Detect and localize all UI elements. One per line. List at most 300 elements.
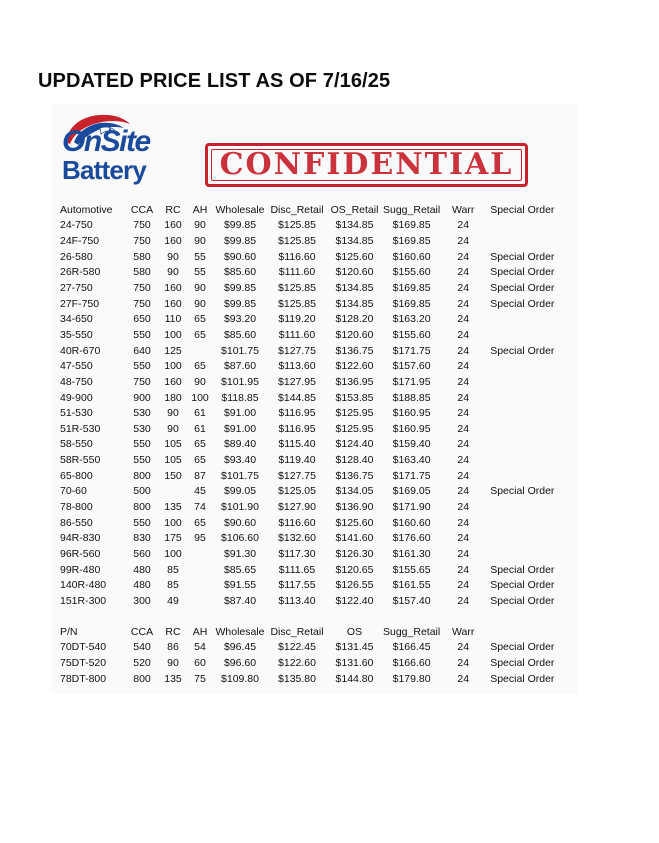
table-cell: 65-800	[60, 469, 93, 482]
table-cell: 34-650	[60, 313, 93, 326]
table-cell: $160.60	[392, 250, 431, 263]
confidential-stamp-text: CONFIDENTIAL	[219, 147, 514, 182]
table-cell: 86-550	[60, 516, 93, 529]
table-cell: 750	[133, 219, 151, 232]
table-cell: $101.95	[221, 375, 259, 388]
table-cell: $169.05	[392, 485, 431, 498]
table-cell: $134.05	[335, 485, 374, 498]
table-cell	[486, 374, 560, 390]
table-cell: $111.60	[278, 266, 316, 279]
table-cell	[486, 499, 560, 515]
table-cell: $134.85	[335, 297, 374, 310]
table-cell: 830	[133, 532, 151, 545]
table-cell: Special Order	[490, 485, 555, 498]
table-cell: 160	[164, 297, 182, 310]
table-cell	[188, 593, 212, 609]
table-cell: 55	[194, 266, 206, 279]
table-cell: $122.60	[335, 360, 374, 373]
table-cell: 90	[194, 219, 206, 232]
automotive-price-table	[60, 202, 560, 609]
table-cell: 26R-580	[60, 266, 101, 279]
table-cell: 650	[133, 313, 151, 326]
table-cell: $171.90	[392, 500, 431, 513]
table-cell: $160.95	[392, 422, 431, 435]
table-cell: $116.95	[278, 407, 316, 420]
table-row	[60, 437, 560, 453]
table-row	[60, 311, 560, 327]
table-cell: 78-800	[60, 500, 93, 513]
table-cell: 90	[194, 375, 206, 388]
table-cell: $159.40	[392, 438, 431, 451]
table-row	[60, 640, 560, 656]
table-row	[60, 671, 560, 687]
column-header: Automotive	[60, 203, 113, 216]
table-cell: Special Order	[490, 297, 555, 310]
table-cell: $120.60	[335, 266, 374, 279]
table-cell: 550	[133, 360, 151, 373]
table-cell: 24	[457, 360, 470, 373]
table-cell: $125.85	[278, 297, 316, 310]
table-cell: $155.65	[392, 563, 431, 576]
table-cell: $93.20	[223, 313, 257, 326]
column-header: AH	[192, 203, 208, 216]
table-cell: $161.30	[392, 547, 431, 560]
table-cell: 75	[194, 672, 206, 685]
table-cell: 800	[133, 500, 151, 513]
table-cell: $125.85	[278, 235, 316, 248]
table-cell: $153.85	[335, 391, 374, 404]
table-cell: 900	[133, 391, 151, 404]
table-cell	[486, 452, 560, 468]
table-cell: $124.40	[335, 438, 374, 451]
table-cell: 70-60	[60, 485, 87, 498]
table-cell: 26-580	[60, 250, 93, 263]
table-cell: 24F-750	[60, 235, 100, 248]
table-cell: $136.75	[335, 344, 374, 357]
table-cell: $132.60	[278, 532, 316, 545]
table-cell: 750	[133, 235, 151, 248]
table-cell: 550	[133, 438, 151, 451]
table-cell: $109.80	[221, 672, 259, 685]
column-header	[486, 624, 560, 640]
table-cell: 105	[164, 454, 182, 467]
table-cell: 800	[133, 672, 151, 685]
table-cell: $127.90	[278, 500, 316, 513]
table-cell: Special Order	[490, 657, 555, 670]
table-cell: 24	[457, 469, 470, 482]
table-cell: 135	[164, 500, 182, 513]
column-header: Disc_Retail	[270, 625, 324, 638]
table-cell: $128.40	[335, 454, 374, 467]
table-cell: $120.65	[335, 563, 374, 576]
table-cell: $157.40	[392, 594, 431, 607]
table-row	[60, 390, 560, 406]
table-cell: $144.80	[335, 672, 374, 685]
column-header: Disc_Retail	[270, 203, 324, 216]
table-cell: 24	[457, 594, 470, 607]
table-cell: 550	[133, 454, 151, 467]
table-cell: 94R-830	[60, 532, 101, 545]
table-cell: $91.30	[223, 547, 257, 560]
table-cell: $125.95	[335, 422, 374, 435]
table-cell: 550	[133, 328, 151, 341]
table-cell: 24	[457, 641, 470, 654]
table-row	[60, 296, 560, 312]
table-cell: $120.60	[335, 328, 374, 341]
table-cell: $116.95	[278, 422, 316, 435]
column-header: Warr	[452, 625, 475, 638]
table-cell: $125.85	[278, 219, 316, 232]
table-row	[60, 546, 560, 562]
table-cell	[486, 311, 560, 327]
column-header: RC	[165, 625, 181, 638]
table-cell: 99R-480	[60, 563, 101, 576]
table-cell: 85	[167, 563, 179, 576]
table-cell: 90	[167, 407, 179, 420]
column-header: Wholesale	[215, 625, 265, 638]
table-cell: 49-900	[60, 391, 93, 404]
table-cell: 640	[133, 344, 151, 357]
table-cell: 24	[457, 579, 470, 592]
table-cell: 47-550	[60, 360, 93, 373]
logo-wordmark-onsite: OnSite	[62, 125, 150, 158]
table-cell: $136.95	[335, 375, 374, 388]
column-header: CCA	[130, 203, 154, 216]
table-cell: 61	[194, 407, 206, 420]
table-cell: $96.45	[223, 641, 257, 654]
table-cell: $89.40	[223, 438, 257, 451]
table-cell: $128.20	[335, 313, 374, 326]
table-cell: $131.60	[335, 657, 374, 670]
table-cell: $166.45	[392, 641, 431, 654]
table-cell: 160	[164, 219, 182, 232]
table-cell: 175	[164, 532, 182, 545]
table-cell: $188.85	[392, 391, 431, 404]
table-cell: 55	[194, 250, 206, 263]
table-cell: 24	[457, 297, 470, 310]
table-cell: Special Order	[490, 579, 555, 592]
confidential-stamp	[205, 143, 528, 187]
table-cell: 100	[164, 360, 182, 373]
table-cell	[486, 405, 560, 421]
table-cell: 24	[457, 532, 470, 545]
table-cell: $161.55	[392, 579, 431, 592]
table-cell: 160	[164, 375, 182, 388]
table-row	[60, 233, 560, 249]
table-cell: 65	[194, 516, 206, 529]
table-cell: $163.40	[392, 454, 431, 467]
column-header: AH	[192, 625, 208, 638]
table-cell: 54	[194, 641, 206, 654]
table-cell	[188, 546, 212, 562]
table-cell	[486, 218, 560, 234]
table-cell: 480	[133, 563, 151, 576]
table-cell: $101.75	[221, 469, 259, 482]
table-cell: 65	[194, 360, 206, 373]
column-header: Sugg_Retail	[383, 625, 441, 638]
table-cell: $125.95	[335, 407, 374, 420]
page-title: UPDATED PRICE LIST AS OF 7/16/25	[38, 70, 391, 92]
table-cell: 580	[133, 250, 151, 263]
table-cell: $135.80	[278, 672, 316, 685]
table-cell: 24	[457, 454, 470, 467]
table-cell: $169.85	[392, 282, 431, 295]
table-cell: $87.60	[223, 360, 257, 373]
table-cell: 24	[457, 328, 470, 341]
table-cell: $122.40	[335, 594, 374, 607]
table-cell: 24	[457, 375, 470, 388]
table-cell: $111.65	[278, 563, 316, 576]
table-cell: 480	[133, 579, 151, 592]
table-cell: $87.40	[223, 594, 257, 607]
table-cell: Special Order	[490, 282, 555, 295]
table-cell: $169.85	[392, 235, 431, 248]
table-cell: 61	[194, 422, 206, 435]
table-cell	[486, 390, 560, 406]
table-cell: $101.90	[221, 500, 259, 513]
table-cell: $111.60	[278, 328, 316, 341]
table-row	[60, 374, 560, 390]
table-cell: 100	[164, 516, 182, 529]
table-cell: $106.60	[221, 532, 259, 545]
table-row	[60, 249, 560, 265]
table-cell: $126.55	[335, 579, 374, 592]
table-cell: $91.55	[223, 579, 257, 592]
column-header: OS	[346, 625, 363, 638]
table-cell: 78DT-800	[60, 672, 107, 685]
table-cell: $122.45	[278, 641, 316, 654]
table-cell: 95	[194, 532, 206, 545]
table-cell: $85.60	[223, 328, 257, 341]
table-cell: $155.60	[392, 328, 431, 341]
column-header: Special Order	[490, 203, 555, 216]
table-cell: $115.40	[278, 438, 316, 451]
table-cell: Special Order	[490, 594, 555, 607]
table-cell: 51-530	[60, 407, 93, 420]
table-cell: 24	[457, 500, 470, 513]
table-cell: $125.60	[335, 516, 374, 529]
table-cell: 800	[133, 469, 151, 482]
table-cell: 90	[167, 657, 179, 670]
table-cell: $166.60	[392, 657, 431, 670]
column-header: Sugg_Retail	[383, 203, 441, 216]
table-cell: 135	[164, 672, 182, 685]
table-row	[60, 577, 560, 593]
table-row	[60, 265, 560, 281]
table-cell: $119.40	[278, 454, 316, 467]
column-header: P/N	[60, 625, 78, 638]
table-cell: $99.85	[223, 282, 257, 295]
table-row	[60, 530, 560, 546]
table-cell: 90	[167, 266, 179, 279]
onsite-battery-logo	[60, 112, 180, 186]
table-cell: 96R-560	[60, 547, 101, 560]
table-cell: 24	[457, 219, 470, 232]
table-row	[60, 327, 560, 343]
table-cell: 58R-550	[60, 454, 101, 467]
column-header: CCA	[130, 625, 154, 638]
table-cell: 65	[194, 328, 206, 341]
table-cell: 580	[133, 266, 151, 279]
table-cell: $93.40	[223, 454, 257, 467]
table-cell: $85.60	[223, 266, 257, 279]
table-cell: Special Order	[490, 266, 555, 279]
table-cell: 86	[167, 641, 179, 654]
table-cell: 49	[167, 594, 179, 607]
table-cell: $160.60	[392, 516, 431, 529]
table-cell	[188, 562, 212, 578]
deep-cycle-price-table	[60, 624, 560, 687]
table-cell: 125	[164, 344, 182, 357]
table-cell: 45	[194, 485, 206, 498]
table-cell: 90	[167, 250, 179, 263]
table-cell: 560	[133, 547, 151, 560]
table-header-row	[60, 202, 560, 218]
table-row	[60, 593, 560, 609]
table-header-row	[60, 624, 560, 640]
table-row	[60, 562, 560, 578]
table-cell: $179.80	[392, 672, 431, 685]
table-cell	[158, 484, 188, 500]
table-cell: $90.60	[223, 250, 257, 263]
table-cell: $176.60	[392, 532, 431, 545]
table-cell: 74	[194, 500, 206, 513]
table-cell: $117.55	[278, 579, 316, 592]
table-cell: 27F-750	[60, 297, 100, 310]
table-cell: 27-750	[60, 282, 93, 295]
table-cell: 87	[194, 469, 206, 482]
table-row	[60, 452, 560, 468]
logo-wordmark-battery: Battery	[62, 155, 146, 185]
table-cell: 70DT-540	[60, 641, 107, 654]
table-cell: 60	[194, 657, 206, 670]
table-cell: $99.85	[223, 297, 257, 310]
table-cell: 65	[194, 313, 206, 326]
table-cell: $144.85	[278, 391, 316, 404]
column-header: Warr	[452, 203, 475, 216]
table-cell: $134.85	[335, 235, 374, 248]
table-cell: $90.60	[223, 516, 257, 529]
table-cell: 750	[133, 297, 151, 310]
table-cell: 24	[457, 672, 470, 685]
table-cell: 750	[133, 282, 151, 295]
table-cell: Special Order	[490, 672, 555, 685]
table-cell: $171.75	[392, 344, 431, 357]
table-cell: $136.75	[335, 469, 374, 482]
column-header: OS_Retail	[330, 203, 379, 216]
table-cell: 100	[164, 547, 182, 560]
table-cell	[486, 437, 560, 453]
table-cell: 35-550	[60, 328, 93, 341]
table-cell: 530	[133, 407, 151, 420]
table-cell: $134.85	[335, 282, 374, 295]
table-cell: $125.85	[278, 282, 316, 295]
table-cell: 58-550	[60, 438, 93, 451]
table-cell: $113.40	[278, 594, 316, 607]
table-cell: $126.30	[335, 547, 374, 560]
table-cell: $96.60	[223, 657, 257, 670]
table-cell: $169.85	[392, 297, 431, 310]
table-cell: $122.60	[278, 657, 316, 670]
table-cell: 24	[457, 657, 470, 670]
table-cell	[188, 577, 212, 593]
table-cell: $163.20	[392, 313, 431, 326]
table-cell: 24-750	[60, 219, 93, 232]
table-cell: $99.85	[223, 235, 257, 248]
table-cell: 40R-670	[60, 344, 101, 357]
table-cell	[486, 233, 560, 249]
table-cell: $127.75	[278, 469, 316, 482]
table-cell: $117.30	[278, 547, 316, 560]
table-cell: 90	[194, 235, 206, 248]
table-row	[60, 499, 560, 515]
table-cell: 750	[133, 375, 151, 388]
table-row	[60, 343, 560, 359]
table-row	[60, 280, 560, 296]
table-cell: 105	[164, 438, 182, 451]
table-cell: 48-750	[60, 375, 93, 388]
table-cell: 24	[457, 422, 470, 435]
table-cell: $125.60	[335, 250, 374, 263]
table-cell: Special Order	[490, 250, 555, 263]
table-cell: 180	[164, 391, 182, 404]
table-cell: $91.00	[223, 422, 257, 435]
table-cell: 24	[457, 266, 470, 279]
table-cell: 24	[457, 250, 470, 263]
table-cell: 51R-530	[60, 422, 101, 435]
table-cell: Special Order	[490, 641, 555, 654]
table-cell: 24	[457, 516, 470, 529]
table-cell: 520	[133, 657, 151, 670]
table-cell: $119.20	[278, 313, 316, 326]
table-cell: 160	[164, 235, 182, 248]
table-row	[60, 218, 560, 234]
table-cell	[486, 358, 560, 374]
table-cell	[486, 530, 560, 546]
table-cell: 24	[457, 344, 470, 357]
table-row	[60, 655, 560, 671]
table-cell: $136.90	[335, 500, 374, 513]
table-cell: $125.05	[278, 485, 316, 498]
table-cell: $127.95	[278, 375, 316, 388]
table-cell: $157.60	[392, 360, 431, 373]
table-cell: $99.85	[223, 219, 257, 232]
table-cell: 24	[457, 563, 470, 576]
table-cell	[486, 515, 560, 531]
table-cell: 24	[457, 547, 470, 560]
table-cell: $85.65	[223, 563, 257, 576]
table-cell: 24	[457, 438, 470, 451]
table-cell: $160.95	[392, 407, 431, 420]
table-cell: $127.75	[278, 344, 316, 357]
table-cell: 24	[457, 235, 470, 248]
table-cell: $91.00	[223, 407, 257, 420]
table-cell	[486, 546, 560, 562]
table-cell: 90	[194, 297, 206, 310]
table-cell: $113.60	[278, 360, 316, 373]
column-header: RC	[165, 203, 181, 216]
table-cell: Special Order	[490, 563, 555, 576]
table-row	[60, 421, 560, 437]
table-cell: $101.75	[221, 344, 259, 357]
table-cell: $118.85	[221, 391, 259, 404]
table-cell: 24	[457, 485, 470, 498]
table-cell	[486, 421, 560, 437]
table-cell: 300	[133, 594, 151, 607]
table-cell: 100	[164, 328, 182, 341]
table-row	[60, 484, 560, 500]
column-header: Wholesale	[215, 203, 265, 216]
